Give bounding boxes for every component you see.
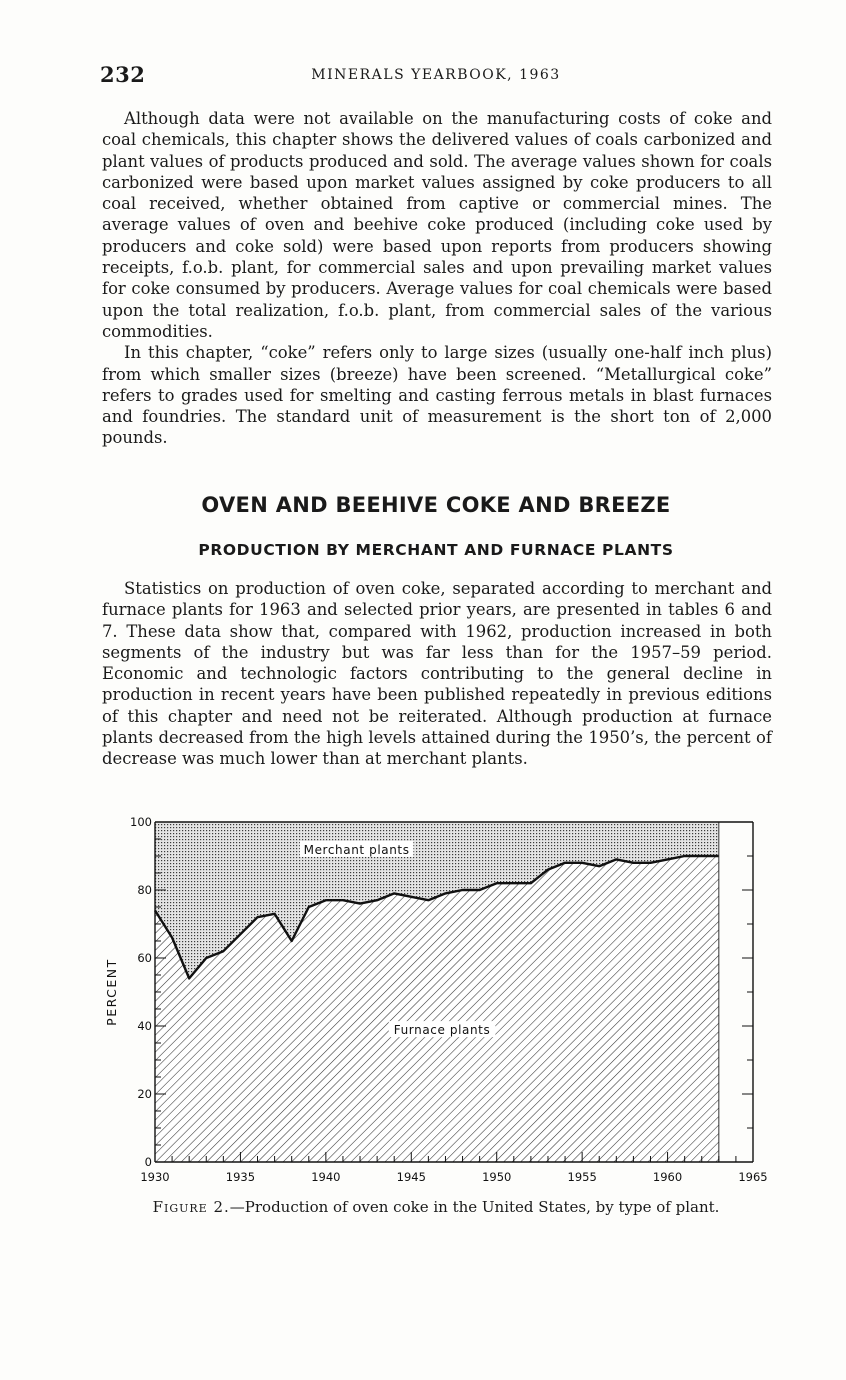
merchant-plants-label: Merchant plants bbox=[303, 842, 410, 857]
y-tick-label: 60 bbox=[137, 951, 152, 965]
furnace-plants-label-group bbox=[389, 1021, 496, 1037]
x-tick-label: 1940 bbox=[311, 1170, 341, 1184]
x-tick-label: 1935 bbox=[225, 1170, 256, 1184]
x-tick-label: 1950 bbox=[482, 1170, 512, 1184]
page-header bbox=[100, 62, 772, 92]
y-tick-label: 80 bbox=[137, 883, 152, 897]
y-tick-label: 20 bbox=[137, 1087, 152, 1101]
area-chart bbox=[98, 812, 778, 1192]
x-tick-label: 1930 bbox=[140, 1170, 170, 1184]
page-number: 232 bbox=[100, 62, 146, 87]
intro-text bbox=[102, 108, 772, 449]
merchant-plants-label-group bbox=[300, 841, 414, 857]
paragraph: In this chapter, “coke” refers only to large sizes (usually one-half inch plus) from which smaller sizes (breeze) have been screened. “Metallurgical coke” refers to grades used for smelting and casting ferrous metals in blast furnaces and foundries. The standard unit of measurement is the short ton of 2,000 pounds. bbox=[102, 343, 772, 448]
figure-caption-label: Figure 2. bbox=[152, 1198, 230, 1216]
figure-caption bbox=[100, 1198, 772, 1216]
y-tick-label: 0 bbox=[144, 1155, 152, 1169]
x-tick-label: 1965 bbox=[738, 1170, 768, 1184]
paragraph: Statistics on production of oven coke, separated according to merchant and furnace plants for 1963 and selected prior years, are presented in tables 6 and 7. These data show that, compared with 1962, production increased in both segments of the industry but was far less than for the 1957–59 period. Economic and technologic factors contributing to the general decline in production in recent years have been published repeatedly in previous editions of this chapter and need not be reiterated. Although production at furnace plants decreased from the high levels attained during the 1950’s, the percent of decrease was much lower than at merchant plants. bbox=[102, 579, 772, 769]
x-tick-label: 1955 bbox=[567, 1170, 597, 1184]
section-subtitle: PRODUCTION BY MERCHANT AND FURNACE PLANTS bbox=[198, 541, 674, 559]
figure-chart bbox=[98, 812, 778, 1192]
section-title: OVEN AND BEEHIVE COKE AND BREEZE bbox=[201, 493, 671, 517]
section-text bbox=[102, 578, 772, 770]
x-tick-label: 1945 bbox=[396, 1170, 426, 1184]
figure-caption-text: —Production of oven coke in the United States, by type of plant. bbox=[229, 1198, 720, 1216]
x-tick-label: 1960 bbox=[652, 1170, 683, 1184]
y-axis-title: PERCENT bbox=[104, 958, 119, 1026]
y-tick-label: 40 bbox=[137, 1019, 152, 1033]
furnace-plants-label: Furnace plants bbox=[393, 1023, 491, 1038]
running-head: MINERALS YEARBOOK, 1963 bbox=[311, 67, 561, 83]
paragraph: Although data were not available on the manufacturing costs of coke and coal chemicals, this chapter shows the delivered values of coals carbonized and plant values of products produced and sold. The average values shown for coals carbonized were based upon market values assigned by coke producers to all coal received, whether obtained from captive or commercial mines. The average values of oven and beehive coke produced (including coke used by producers and coke sold) were based upon reports from producers showing receipts, f.o.b. plant, for commercial sales and upon prevailing market values for coke consumed by producers. Average values for coal chemicals were based upon the total realization, f.o.b. plant, from commercial sales of the various commodities. bbox=[102, 109, 772, 341]
y-tick-label: 100 bbox=[130, 815, 152, 829]
